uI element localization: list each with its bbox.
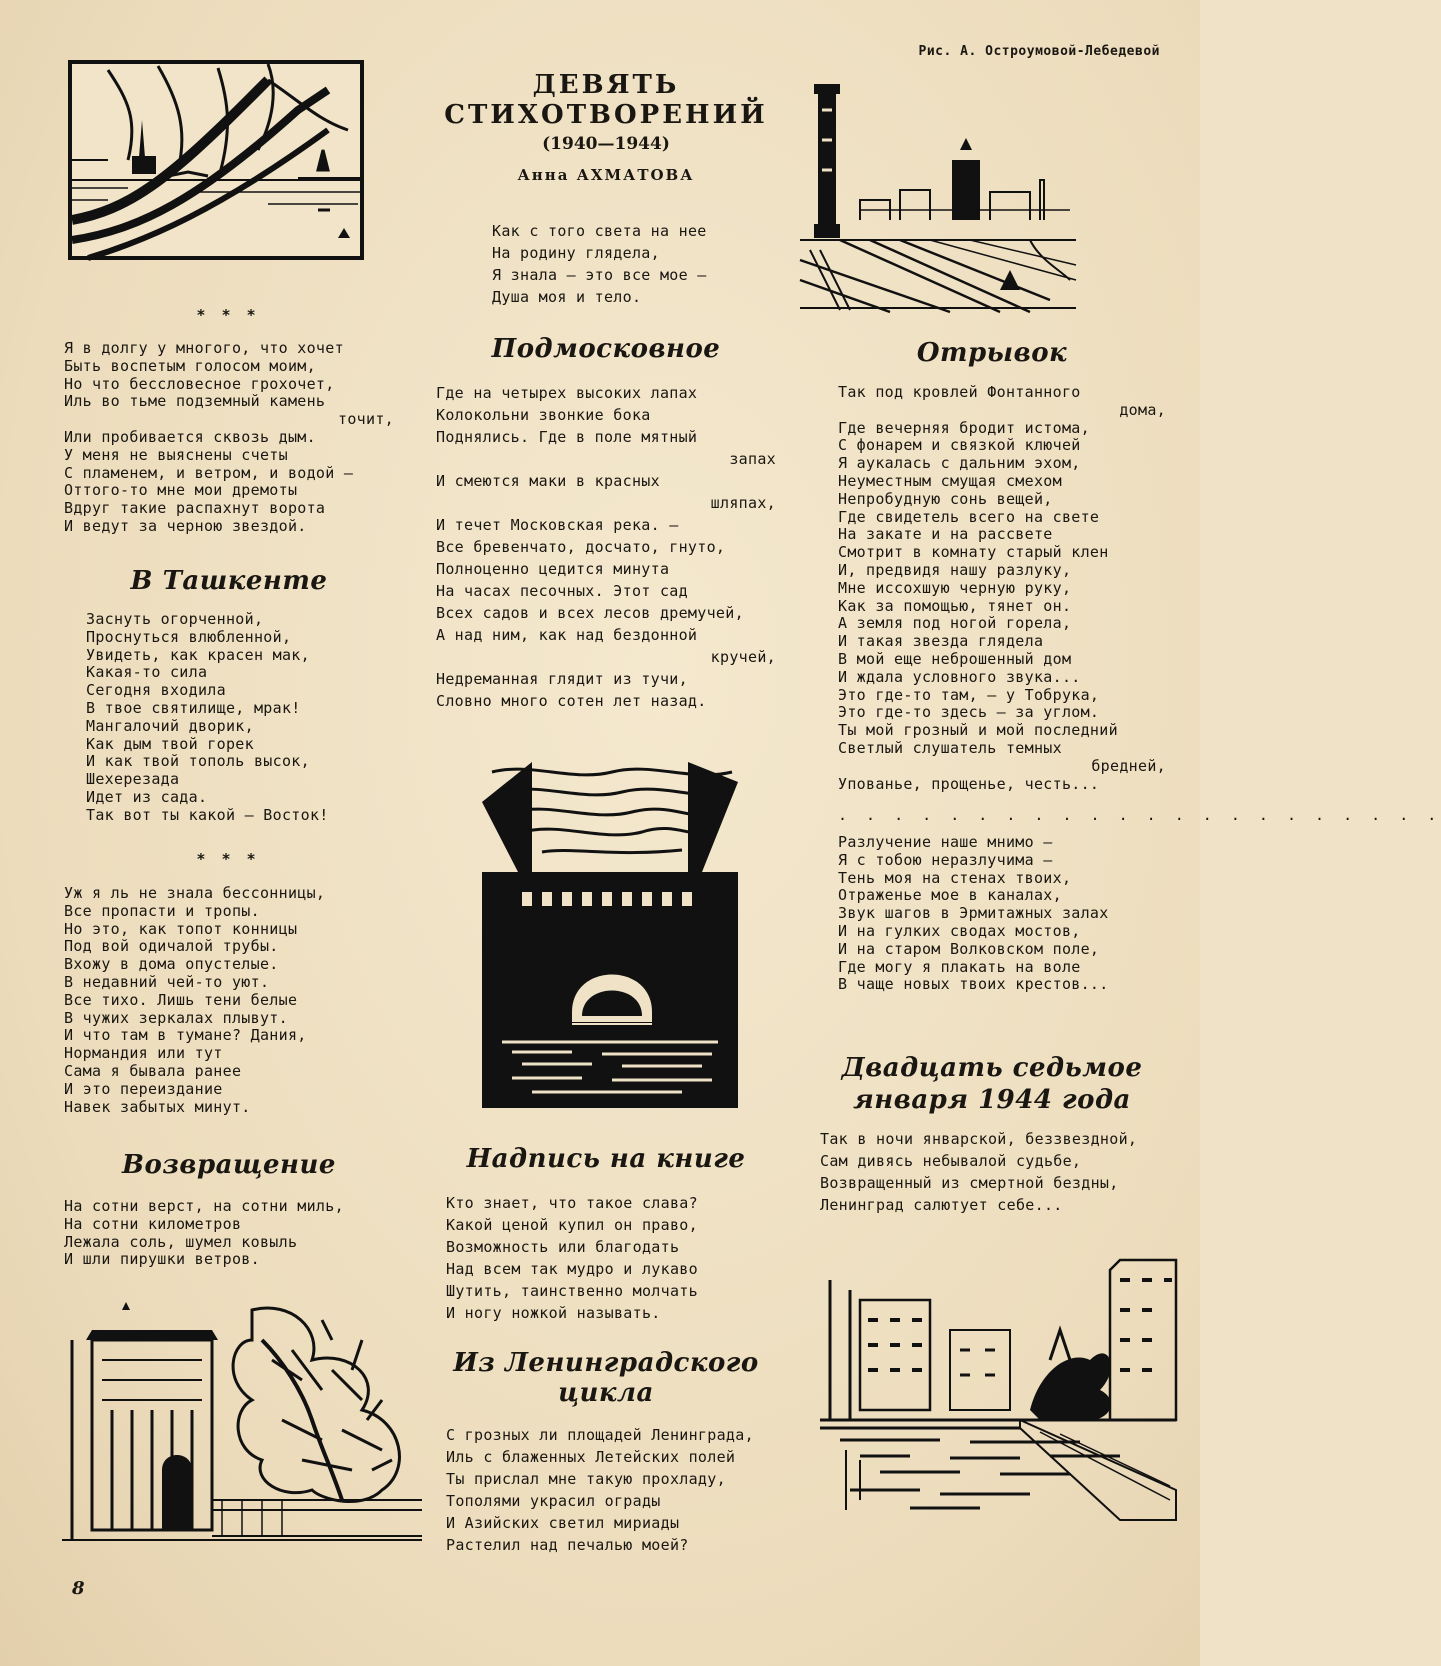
poem-line: Уж я ль не знала бессонницы, [64,884,326,902]
poem-line: На закате и на рассвете [838,525,1053,544]
drawing-rostral-column-embankment [800,80,1076,312]
poem-fragment-title: Отрывок [916,338,1068,368]
poem-line: И, предвидя нашу разлуку, [838,560,1072,579]
poem-inscription-text [446,1192,766,1324]
poem-line: Возможность или благодать [446,1238,680,1256]
poem-line: И такая звезда глядела [838,632,1044,651]
poem-line: Ты мой грозный и мой последний [838,721,1118,740]
poem-line: Поднялись. Где в поле мятный [436,428,698,446]
poem-line: Звук шагов в Эрмитажных залах [838,904,1109,923]
poem-line: Оттого-то мне мои дремоты [64,481,298,500]
poem-line: кручей, [710,648,776,666]
poem-line: И ждала условного звука... [838,667,1081,686]
poem-line: Увидеть, как красен мак, [86,645,310,664]
poem-line: Отраженье мое в каналах, [838,886,1062,905]
section-dots-divider: . . . . . . . . . . . . . . . . . . . . . . [838,806,1441,824]
poem-line: Быть воспетым голосом моим, [64,356,316,375]
poem-fragment-text [838,384,1166,793]
poem-line: С пламенем, и ветром, и водой — [64,463,354,482]
poem-line: В недавний чей-то уют. [64,972,270,991]
poem-line: Как с того света на нее [492,222,707,240]
poem-line: С фонарем и связкой ключей [838,436,1081,455]
poem-line: Как за помощью, тянет он. [838,596,1072,615]
poem-line: Я знала — это все мое — [492,266,707,284]
poem-podmoskovnoe-title: Подмосковное [491,334,721,364]
poem-leningrad-cycle-title-line2: цикла [558,1378,654,1408]
poem-line: В мой еще неброшенный дом [838,649,1072,668]
poem-line: И что там в тумане? Дания, [64,1026,307,1045]
poem-line: Я с тобою неразлучима — [838,850,1053,869]
poem-line: Все тихо. Лишь тени белые [64,990,298,1009]
poem-line: Полноценно цедится минута [436,560,670,578]
poem-line: Под вой одичалой трубы. [64,937,279,956]
poem-return-title: Возвращение [122,1150,336,1180]
poem-line: Колокольни звонкие бока [436,406,651,424]
poem-line: Мне иссохшую черную руку, [838,578,1072,597]
poem-line: В чужих зеркалах плывут. [64,1008,288,1027]
poem-line: Я в долгу у многого, что хочет [64,339,344,357]
poem-line: Где вечерняя бродит истома, [838,418,1090,437]
poem-fragment-text-part2 [838,834,1166,994]
poem-jan27-title [812,1052,1172,1116]
poem-line: Проснуться влюбленной, [86,627,292,646]
poem-podmoskovnoe-text [436,382,776,712]
poem-line: Где могу я плакать на воле [838,957,1081,976]
poem-line: Шутить, таинственно молчать [446,1282,698,1300]
poem-line: Душа моя и тело. [492,288,642,306]
poem-leningrad-cycle-title-line1: Из Ленинградского [453,1348,759,1378]
poem-line: Всех садов и всех лесов дремучей, [436,604,744,622]
poem-line: Тень моя на стенах твоих, [838,868,1072,887]
poem-tashkent-title: В Ташкенте [130,566,328,596]
poem-line: запах [729,450,776,468]
poem-line: Но что бессловесное грохочет, [64,374,335,393]
poem-line: Заснуть огорченной, [86,610,264,628]
poem-line: На часах песочных. Этот сад [436,582,688,600]
poem-line: Или пробивается сквозь дым. [64,427,316,446]
poem-line: Упованье, прощенье, честь... [838,774,1100,793]
poem-line: Но это, как топот конницы [64,919,298,938]
poem-line: Шехерезада [86,770,180,789]
poem-line: Так вот ты какой — Восток! [86,805,329,824]
poem-line: Вдруг такие распахнут ворота [64,499,326,518]
poem-line: И течет Московская река. — [436,516,679,534]
poem-inscription-title: Надпись на книге [466,1144,746,1174]
poem-line: дома, [1119,400,1166,419]
poem-line: А земля под ногой горела, [838,614,1072,633]
poem-line: Какой ценой купил он право, [446,1216,698,1234]
poem-jan27-title-line2: января 1944 года [853,1085,1131,1115]
poem-line: И ногу ножкой называть. [446,1304,661,1322]
poem-line: Сегодня входила [86,681,226,700]
woodcut-arch-canal [482,762,738,1108]
poem-line: На сотни километров [64,1214,242,1233]
poem-line: Так под кровлей Фонтанного [838,383,1081,401]
poem-line: Я аукалась с дальним эхом, [838,454,1081,473]
poem-line: Сам дивясь небывалой судьбе, [820,1152,1082,1170]
poem-line: И смеются маки в красных [436,472,660,490]
poem-line: Неуместным смущая смехом [838,471,1062,490]
poem-line: И шли пирушки ветров. [64,1250,260,1269]
poem-line: Ты прислал мне такую прохладу, [446,1470,726,1488]
poem-line: Где свидетель всего на свете [838,507,1100,526]
poem-line: И на гулких сводах мостов, [838,921,1081,940]
poem-line: Навек забытых минут. [64,1097,251,1116]
poem-line: А над ним, как над бездонной [436,626,698,644]
poem-line: Непробудную сонь вещей, [838,489,1053,508]
poem-leningrad-cycle-text [446,1424,786,1556]
article-author: Анна АХМАТОВА [517,166,695,184]
poem-line: И ведут за черною звездой. [64,516,307,535]
poem-line: Все бревенчато, досчато, гнуто, [436,538,726,556]
article-title-line1: ДЕВЯТЬ [532,70,680,100]
poem-tashkent-text [64,611,394,825]
poem-line: бредней, [1091,756,1166,775]
poem-line: И Азийских светил мириады [446,1514,680,1532]
poem-line: точит, [338,410,394,429]
article-title-block [436,70,776,184]
poem-line: Растелил над печалью моей? [446,1536,689,1554]
page-number: 8 [72,1578,85,1599]
poem-line: Так в ночи январской, беззвездной, [820,1130,1138,1148]
drawing-canal-bridge-griffins [820,1250,1176,1520]
poem-line: Светлый слушатель темных [838,738,1062,757]
poem-line: Возвращенный из смертной бездны, [820,1174,1119,1192]
poem-line: Вхожу в дома опустелые. [64,955,279,974]
woodcut-ship-bow [68,60,364,260]
poem-line: Кто знает, что такое слава? [446,1194,698,1212]
poem-line: Смотрит в комнату старый клен [838,543,1109,562]
poem-line: И это переиздание [64,1079,223,1098]
poem-stars2-text [64,885,394,1116]
poem-line: Иль с блаженных Летейских полей [446,1448,736,1466]
poem-stars2-marker: * * * [197,850,261,868]
poem-line: Ленинград салютует себе... [820,1196,1063,1214]
poem-line: Недреманная глядит из тучи, [436,670,688,688]
poem-line: Мангалочий дворик, [86,716,254,735]
poem-line: У меня не выяснены счеты [64,445,288,464]
poem-leningrad-cycle-title [436,1348,776,1408]
poem-jan27-title-line1: Двадцать седьмое [841,1053,1143,1083]
poem-line: Какая-то сила [86,663,208,682]
poem-line: Все пропасти и тропы. [64,901,260,920]
poem-line: И как твой тополь высок, [86,752,310,771]
article-title-line2: СТИХОТВОРЕНИЙ [444,100,768,130]
poem-line: Это где-то здесь — за углом. [838,703,1100,722]
poem-line: Тополями украсил ограды [446,1492,661,1510]
poem-line: Словно много сотен лет назад. [436,692,707,710]
poem-return-text [64,1198,394,1269]
poem-line: Лежала соль, шумел ковыль [64,1232,298,1251]
poem-line: В чаще новых твоих крестов... [838,975,1109,994]
poem-line: Где на четырех высоких лапах [436,384,698,402]
poem-line: Разлучение наше мнимо — [838,833,1053,851]
poem-stars1-marker: * * * [197,306,261,324]
article-years: (1940—1944) [542,134,670,154]
poem-line: На сотни верст, на сотни миль, [64,1197,344,1215]
poem-line: В твое святилище, мрак! [86,698,301,717]
poem-line: С грозных ли площадей Ленинграда, [446,1426,754,1444]
poem-line: шляпах, [710,494,776,512]
poem-stars1-text [64,340,394,536]
poem-line: И на старом Волковском поле, [838,939,1100,958]
poem-line: Идет из сада. [86,787,208,806]
illustration-credit: Рис. А. Остроумовой-Лебедевой [918,44,1160,59]
poem-jan27-text [820,1128,1170,1216]
epigraph-text [492,220,772,308]
poem-line: Нормандия или тут [64,1044,223,1063]
poem-line: Сама я бывала ранее [64,1061,242,1080]
poem-line: Иль во тьме подземный камень [64,392,326,411]
drawing-building-and-trees [62,1300,422,1550]
poem-line: Как дым твой горек [86,734,254,753]
poem-line: Над всем так мудро и лукаво [446,1260,698,1278]
poem-line: Это где-то там, — у Тобрука, [838,685,1100,704]
poem-line: На родину глядела, [492,244,660,262]
